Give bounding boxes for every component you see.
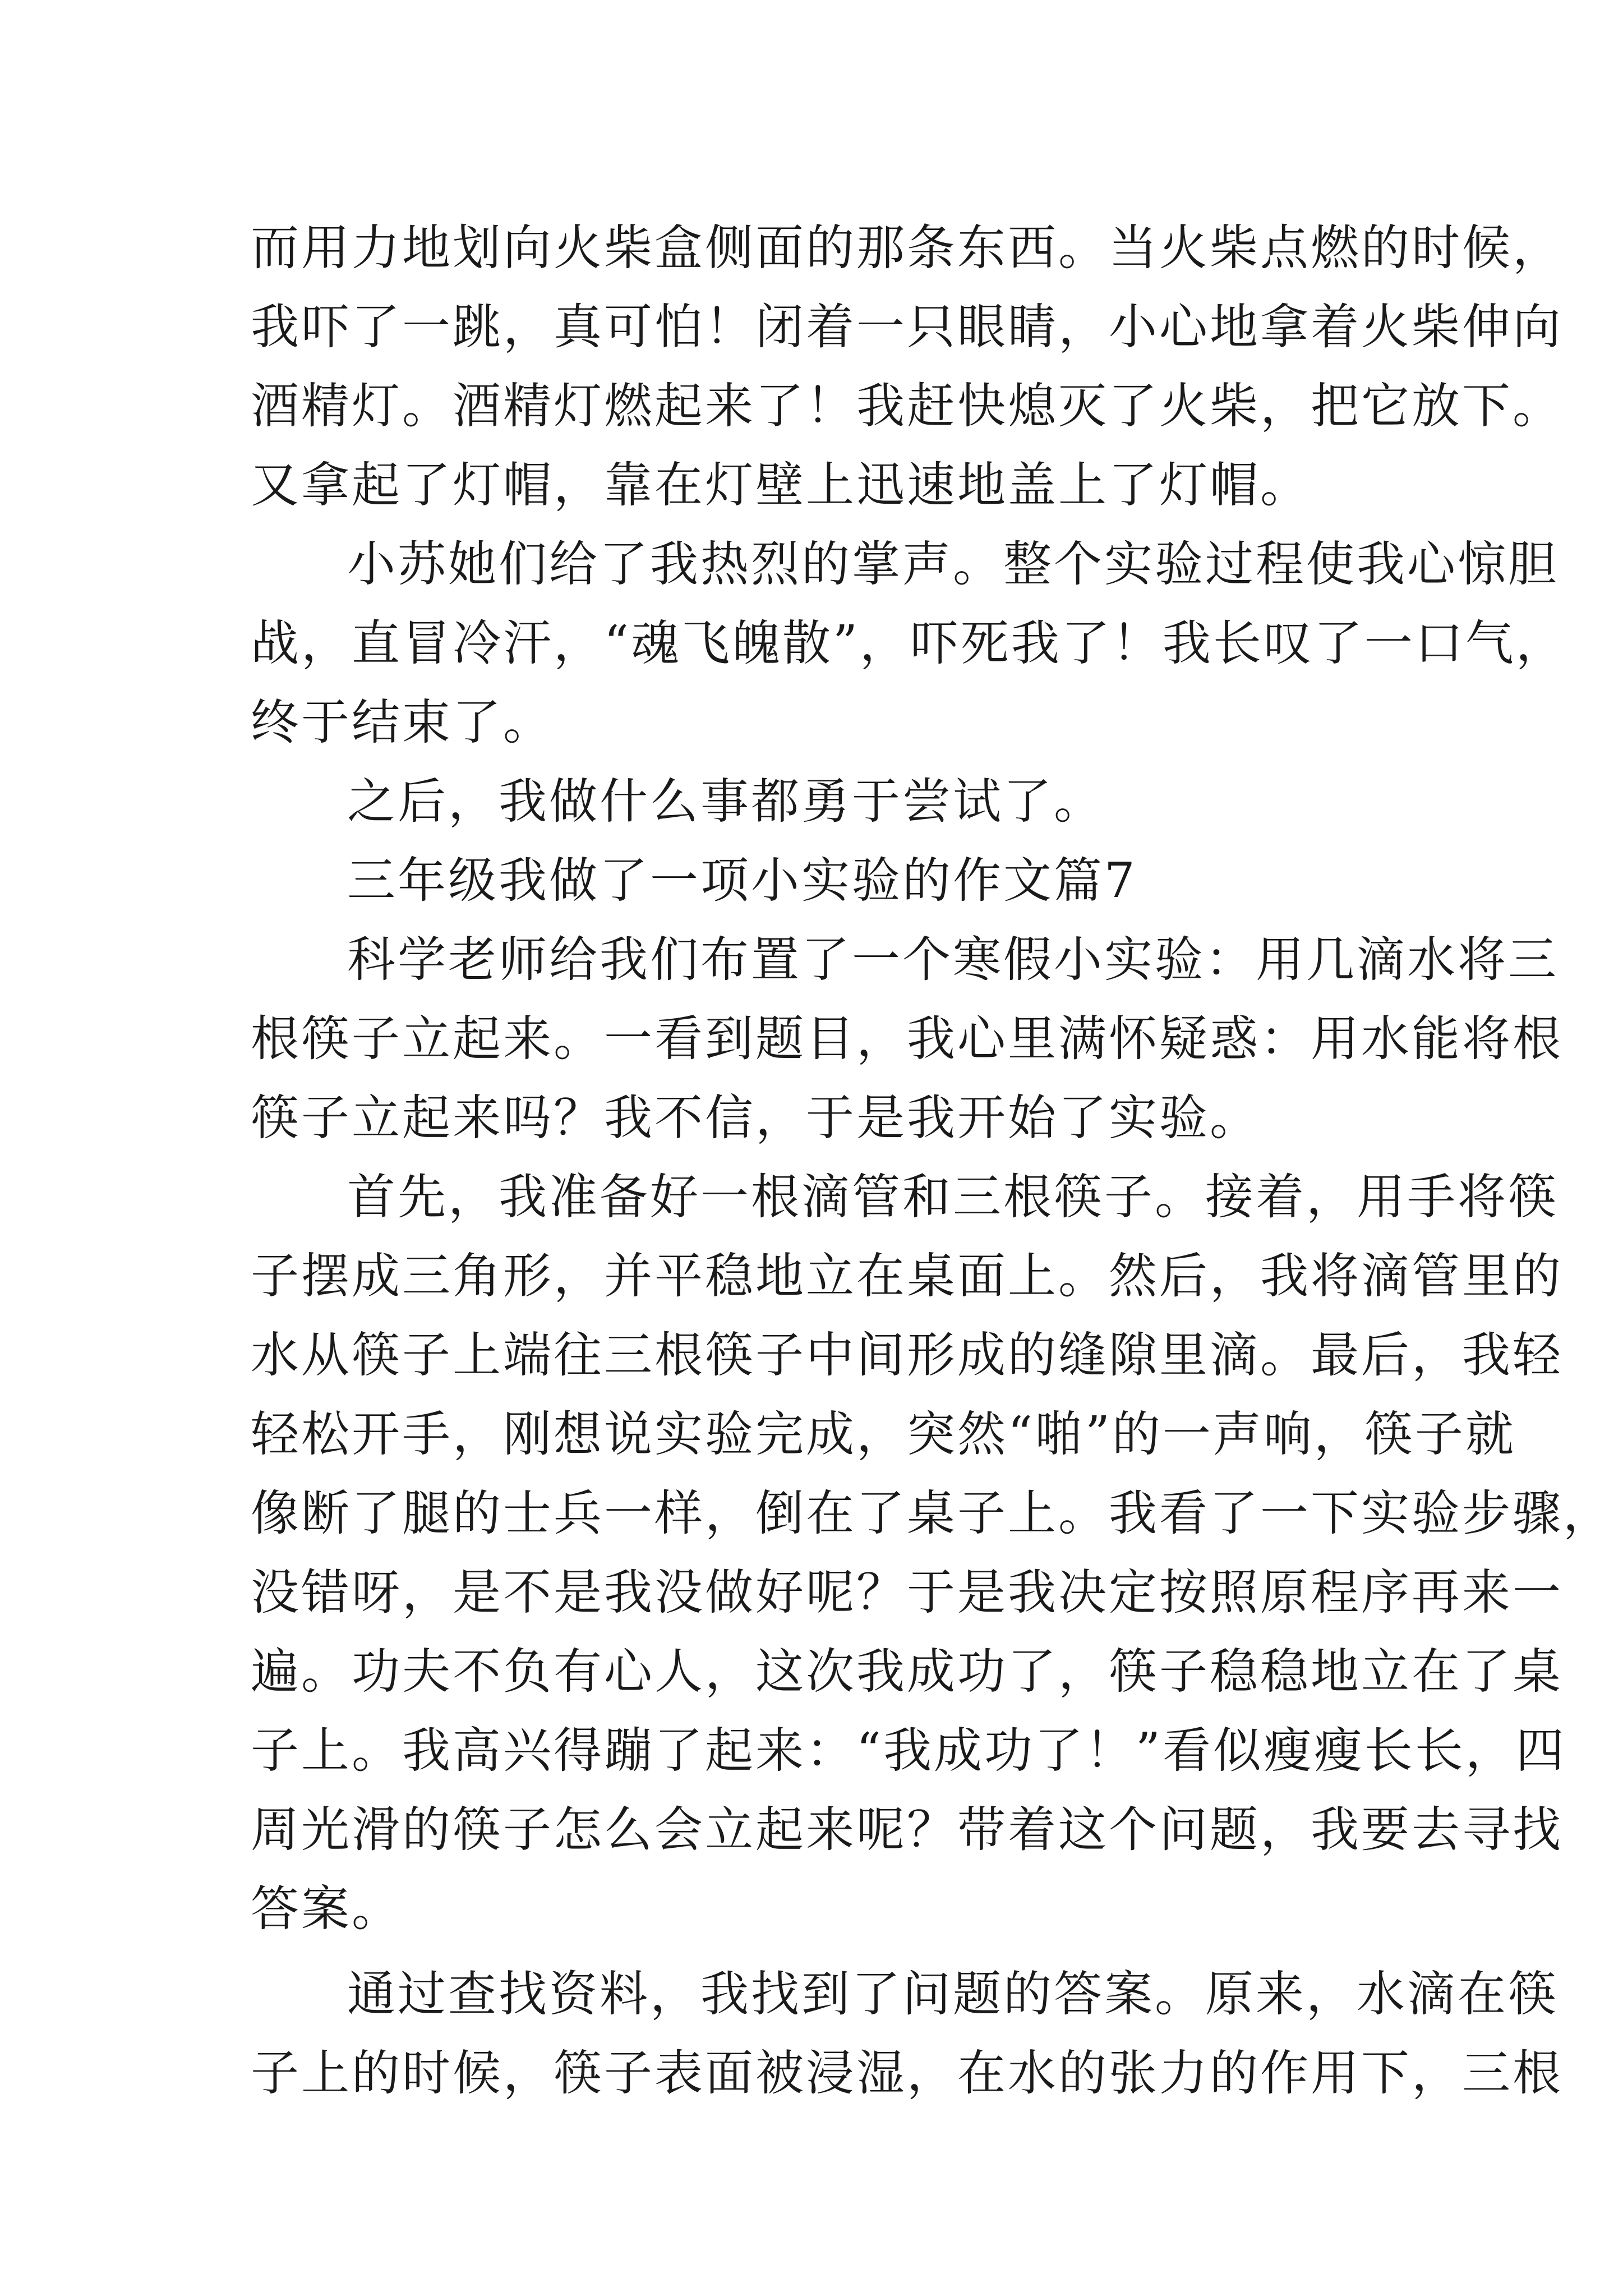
text-line: 周光滑的筷子怎么会立起来呢？带着这个问题，我要去寻找 xyxy=(251,1802,1563,1858)
text-line: 轻松开手，刚想说实验完成，突然“啪”的一声响，筷子就 xyxy=(251,1406,1516,1462)
text-line: 科学老师给我们布置了一个寒假小实验：用几滴水将三 xyxy=(347,932,1559,988)
paragraph-gap xyxy=(251,1949,1395,1955)
text-line: 又拿起了灯帽，靠在灯壁上迅速地盖上了灯帽。 xyxy=(251,457,1311,513)
text-line: 我吓了一跳，真可怕！闭着一只眼睛，小心地拿着火柴伸向 xyxy=(251,299,1563,355)
text-line: 首先，我准备好一根滴管和三根筷子。接着，用手将筷 xyxy=(347,1169,1559,1225)
text-line: 而用力地划向火柴盒侧面的那条东西。当火柴点燃的时候， xyxy=(251,220,1563,276)
text-line: 子上。我高兴得蹦了起来：“我成功了！”看似瘦瘦长长，四 xyxy=(251,1723,1566,1779)
text-line: 筷子立起来吗？我不信，于是我开始了实验。 xyxy=(251,1090,1260,1146)
text-line: 像断了腿的士兵一样，倒在了桌子上。我看了一下实验步骤， xyxy=(251,1485,1613,1542)
text-line: 之后，我做什么事都勇于尝试了。 xyxy=(347,774,1104,830)
text-line: 水从筷子上端往三根筷子中间形成的缝隙里滴。最后，我轻 xyxy=(251,1327,1563,1383)
text-line: 酒精灯。酒精灯燃起来了！我赶快熄灭了火柴，把它放下。 xyxy=(251,378,1563,434)
text-line: 根筷子立起来。一看到题目，我心里满怀疑惑：用水能将根 xyxy=(251,1011,1563,1067)
body-text xyxy=(251,209,1613,2113)
text-line: 终于结束了。 xyxy=(251,694,554,751)
text-line: 没错呀，是不是我没做好呢？于是我决定按照原程序再来一 xyxy=(251,1565,1563,1621)
text-line: 答案。 xyxy=(251,1881,402,1937)
text-line: 子摆成三角形，并平稳地立在桌面上。然后，我将滴管里的 xyxy=(251,1248,1563,1304)
text-line: 小苏她们给了我热烈的掌声。整个实验过程使我心惊胆 xyxy=(347,536,1559,592)
text-line: 通过查找资料，我找到了问题的答案。原来，水滴在筷 xyxy=(347,1966,1559,2022)
text-line: 遍。功夫不负有心人，这次我成功了，筷子稳稳地立在了桌 xyxy=(251,1644,1563,1700)
text-line: 子上的时候，筷子表面被浸湿，在水的张力的作用下，三根 xyxy=(251,2045,1563,2101)
section-heading: 三年级我做了一项小实验的作文篇7 xyxy=(347,853,1137,909)
text-line: 战，直冒冷汗，“魂飞魄散”，吓死我了！我长叹了一口气， xyxy=(251,615,1566,671)
